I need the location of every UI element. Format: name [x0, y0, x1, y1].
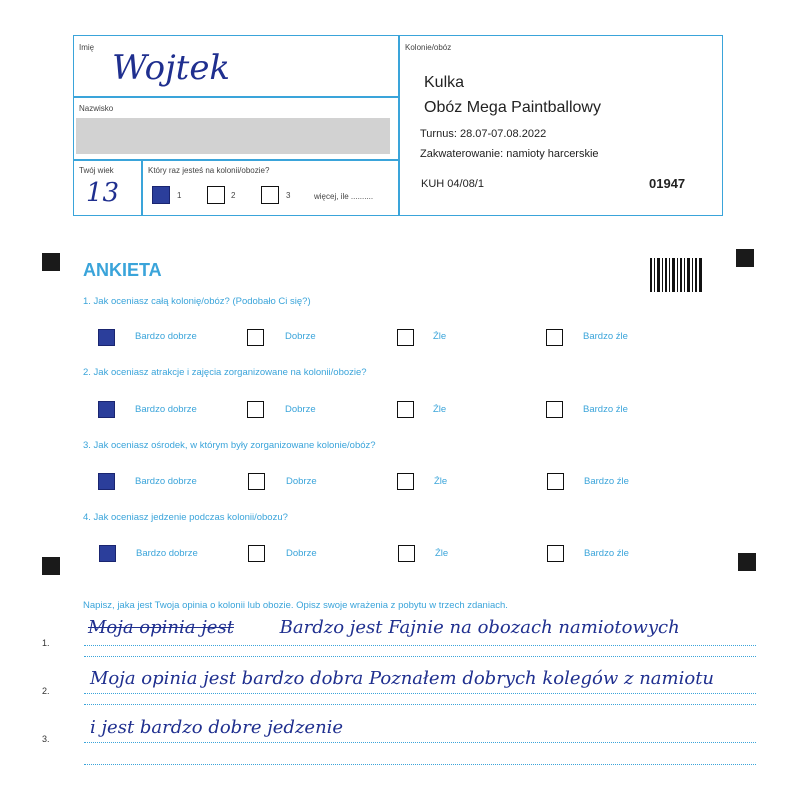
q3-checkbox-zle[interactable] — [397, 473, 414, 490]
writing-line — [84, 704, 756, 705]
q2-option-label: Bardzo dobrze — [135, 404, 197, 415]
registration-marker — [736, 249, 754, 267]
answer-line-2[interactable]: Moja opinia jest bardzo dobra Poznałem dobrych kolegów z namiotu — [90, 668, 715, 689]
times-more-label: więcej, ile .......... — [314, 192, 374, 201]
line-number: 1. — [42, 638, 50, 648]
answer-line-1[interactable] — [88, 617, 680, 638]
name-field[interactable]: Wojtek — [112, 48, 231, 88]
q4-checkbox-bardzo-zle[interactable] — [547, 545, 564, 562]
registration-marker — [42, 557, 60, 575]
times-checkbox-3[interactable] — [261, 186, 279, 204]
q3-checkbox-dobrze[interactable] — [248, 473, 265, 490]
form-code: KUH 04/08/1 — [421, 178, 484, 190]
opinion-prompt: Napisz, jaka jest Twoja opinia o kolonii lub obozie. Opisz swoje wrażenia z pobytu w trzech zdaniach. — [83, 600, 508, 611]
q3-option-label: Bardzo źle — [584, 476, 629, 487]
line-number: 3. — [42, 734, 50, 744]
divider — [141, 159, 143, 216]
turnus-row — [420, 128, 546, 140]
camp-title: Obóz Mega Paintballowy — [424, 99, 601, 116]
q4-option-label: Dobrze — [286, 548, 317, 559]
q4-option-label: Źle — [435, 548, 449, 559]
q3-option-label: Bardzo dobrze — [135, 476, 197, 487]
surname-label: Nazwisko — [79, 104, 114, 113]
q4-option-label: Bardzo źle — [584, 548, 629, 559]
age-label: Twój wiek — [79, 166, 114, 175]
q2-option-label: Dobrze — [285, 404, 316, 415]
q1-option-label: Bardzo źle — [583, 331, 628, 342]
answer-text: Bardzo jest Fajnie na obozach namiotowych — [279, 617, 680, 638]
q3-checkbox-bardzo-zle[interactable] — [547, 473, 564, 490]
q1-checkbox-dobrze[interactable] — [247, 329, 264, 346]
times-option-label: 3 — [286, 191, 291, 200]
question-3: 3. Jak oceniasz ośrodek, w którym były zorganizowane kolonie/obóz? — [83, 440, 376, 451]
turnus-value: 28.07-07.08.2022 — [459, 128, 547, 140]
writing-line — [84, 656, 756, 657]
q4-checkbox-bardzo-dobrze[interactable] — [99, 545, 116, 562]
q1-option-label: Dobrze — [285, 331, 316, 342]
form-number: 01947 — [649, 176, 686, 191]
turnus-label: Turnus: — [420, 128, 457, 140]
times-option-label: 2 — [231, 191, 236, 200]
q1-checkbox-bardzo-dobrze[interactable] — [98, 329, 115, 346]
times-checkbox-1[interactable] — [152, 186, 170, 204]
q4-option-label: Bardzo dobrze — [136, 548, 198, 559]
survey-title: ANKIETA — [83, 260, 162, 280]
surname-field-redacted[interactable] — [76, 118, 390, 154]
accommodation-row — [420, 148, 599, 160]
name-label: Imię — [79, 43, 95, 52]
question-2: 2. Jak oceniasz atrakcje i zajęcia zorganizowane na kolonii/obozie? — [83, 367, 367, 378]
camp-name: Kulka — [424, 74, 465, 91]
barcode — [650, 258, 702, 292]
q1-checkbox-bardzo-zle[interactable] — [546, 329, 563, 346]
q2-checkbox-bardzo-dobrze[interactable] — [98, 401, 115, 418]
q3-option-label: Dobrze — [286, 476, 317, 487]
age-field[interactable]: 13 — [86, 178, 120, 208]
q2-checkbox-bardzo-zle[interactable] — [546, 401, 563, 418]
divider — [73, 96, 399, 98]
q2-checkbox-zle[interactable] — [397, 401, 414, 418]
q4-checkbox-zle[interactable] — [398, 545, 415, 562]
q2-option-label: Źle — [433, 404, 447, 415]
q1-option-label: Bardzo dobrze — [135, 331, 197, 342]
q1-checkbox-zle[interactable] — [397, 329, 414, 346]
divider — [398, 35, 400, 216]
q2-checkbox-dobrze[interactable] — [247, 401, 264, 418]
writing-line — [84, 645, 756, 646]
question-4: 4. Jak oceniasz jedzenie podczas kolonii/obozu? — [83, 512, 288, 523]
writing-line — [84, 742, 756, 743]
line-number: 2. — [42, 686, 50, 696]
struck-text: Moja opinia jest — [88, 617, 234, 638]
divider — [73, 159, 399, 161]
q3-checkbox-bardzo-dobrze[interactable] — [98, 473, 115, 490]
question-1: 1. Jak oceniasz całą kolonię/obóz? (Podobało Ci się?) — [83, 296, 311, 307]
registration-marker — [42, 253, 60, 271]
registration-marker — [738, 553, 756, 571]
q3-option-label: Źle — [434, 476, 448, 487]
writing-line — [84, 764, 756, 765]
times-option-label: 1 — [177, 191, 182, 200]
q1-option-label: Źle — [433, 331, 447, 342]
accommodation-value: namioty harcerskie — [506, 148, 599, 160]
q2-option-label: Bardzo źle — [583, 404, 628, 415]
times-label: Który raz jesteś na kolonii/obozie? — [148, 166, 270, 175]
q4-checkbox-dobrze[interactable] — [248, 545, 265, 562]
times-checkbox-2[interactable] — [207, 186, 225, 204]
answer-line-3[interactable]: i jest bardzo dobre jedzenie — [90, 717, 344, 738]
accommodation-label: Zakwaterowanie: — [420, 148, 504, 160]
writing-line — [84, 693, 756, 694]
camp-label: Kolonie/obóz — [405, 43, 452, 52]
